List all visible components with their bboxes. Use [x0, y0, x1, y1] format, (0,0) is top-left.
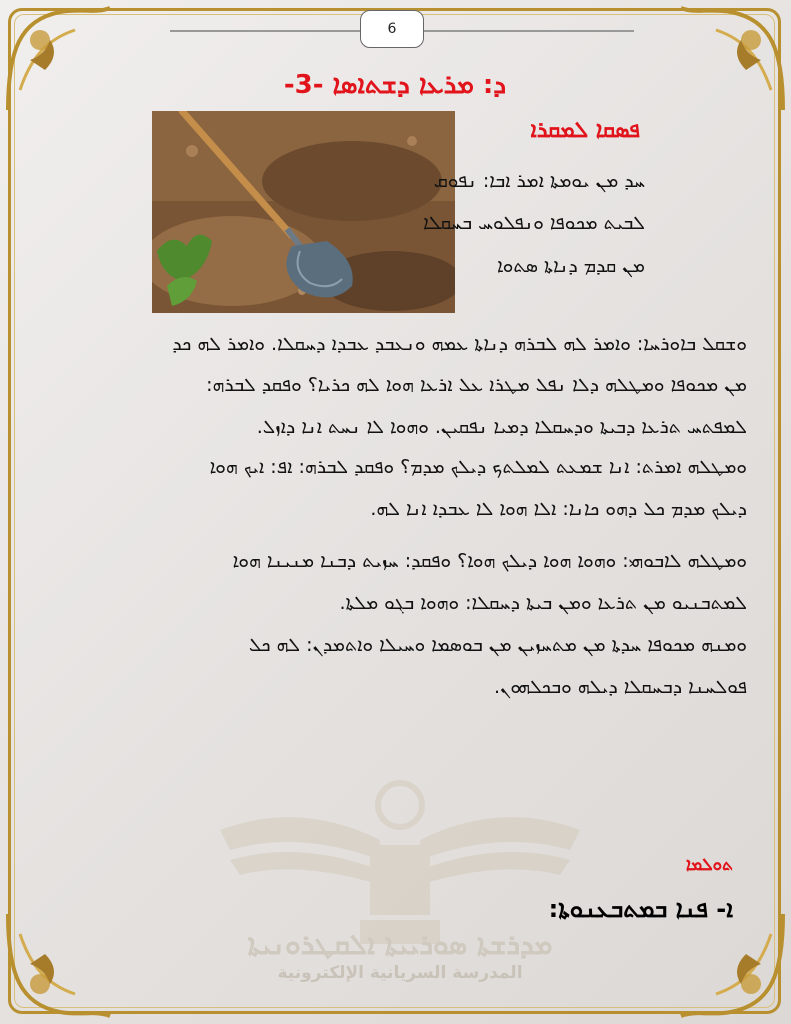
- shovel-photo: [152, 111, 455, 313]
- story-heading: ܦܣܩܐ ܠܡܩܪܐ: [530, 118, 640, 143]
- text-line: ܘܫܩܠ ܒܐܘܪܚܐ: ܘܐܡܪ ܠܗ ܠܒܪܗ ܕܢܐܬܐ ܥܡܗ ܘܢܥܒܕ ܥܒܕܐ ܕܚܩܠܐ. ܘܐܡܪ ܠܗ ܟܕ: [172, 333, 747, 355]
- page-number: 6: [360, 10, 424, 48]
- text-line: ܘܡܢܗ ܡܟܘܦܐ ܚܕܬܐ ܡܢ ܡܬܚܙܝܢ ܡܢ ܒܘܣܡܐ ܘܚܝܠܐ ܘܐܬܡܕܢ: ܠܗ ܟܠ: [248, 634, 747, 656]
- text-line: ܚܕ ܡܢ ܝܘܡܬܐ ܐܡܪ ܐܒܐ: ܢܦܘܩ: [433, 170, 645, 192]
- text-line: ܠܡܦܬܚ ܬܪܥܐ ܕܒܝܬܐ ܘܕܚܩܠܐ ܕܡܝܐ ܢܦܩܝܢ. ܘܗܘܐ ܠܐ ܢܚܬ ܐܢܐ ܕܐܙܠ.: [256, 416, 747, 438]
- text-line: ܕܝܠܟ ܡܕܡ ܟܠ ܕܗܘ ܟܐܢܐ: ܐܠܐ ܗܘܐ ܠܐ ܥܒܕܐ ܐܢܐ ܠܗ.: [370, 498, 747, 520]
- text-line: ܡܢ ܩܕܡ ܕܢܐܬܐ ܣܬܘܐ: [497, 255, 645, 277]
- header-rule-left: [170, 30, 360, 32]
- exercises-heading: ܬܘܠܡܐ: [685, 855, 733, 875]
- text-line: ܠܡܬܒܢܝܘ ܡܢ ܬܪܥܐ ܘܡܢ ܒܝܬܐ ܕܚܩܠܐ: ܘܗܘܐ ܒܓܘ ܡܠܬܐ.: [339, 592, 747, 614]
- school-name-syriac: ܡܕܪܫܬܐ ܣܘܪܝܝܬܐ ܐܠܩܛܪܘܢܝܬܐ: [247, 928, 553, 961]
- corner-ornament-top-right: [671, 0, 791, 120]
- text-line: ܠܒܝܬ ܡܟܘܦܐ ܘܢܦܠܘܚ ܒܚܩܠܐ: [423, 212, 645, 234]
- exercise-item-1: ܐ- ܦܢܐ ܒܡܬܒܥܢܘܬܐ:: [548, 895, 733, 923]
- school-name-arabic: المدرسة السريانية الإلكترونية: [277, 963, 523, 983]
- header-rule-right: [424, 30, 634, 32]
- text-line: ܦܘܠܚܢܐ ܕܒܚܩܠܐ ܕܝܠܗ ܘܒܟܠܗܘܢ.: [494, 676, 747, 698]
- text-line: ܡܢ ܡܟܘܦܐ ܘܡܛܠܗ ܕܠܐ ܢܦܠ ܡܛܪܐ ܥܠ ܐܪܥܐ ܗܘܐ ܠܗ ܟܪܝܐ؟ ܘܦܩܕ ܠܒܪܗ:: [206, 374, 747, 396]
- text-line: ܘܡܛܠܗ ܐܡܪܬ: ܐܢܐ ܫܡܥܬ ܠܡܠܬܟ ܕܝܠܟ ܡܕܡ؟ ܘܦܩܕ ܠܒܪܗ: ܐܦ: ܐܝܟ ܗܘܐ: [209, 456, 747, 478]
- corner-ornament-top-left: [0, 0, 120, 120]
- corner-ornament-bottom-left: [0, 904, 120, 1024]
- lesson-title: ܕ: ܡܪܥܐ ܕܫܬܐܣܐ -3-: [283, 70, 507, 100]
- text-line: ܘܡܛܠܗ ܠܐܒܘܗܝ: ܘܗܘܐ ܗܘܐ ܕܝܠܟ ܗܘܐ؟ ܘܦܩܕ: ܚܙܝܬ ܕܒܢܐ ܡܢܝܢܐ ܗܘܐ: [232, 550, 747, 572]
